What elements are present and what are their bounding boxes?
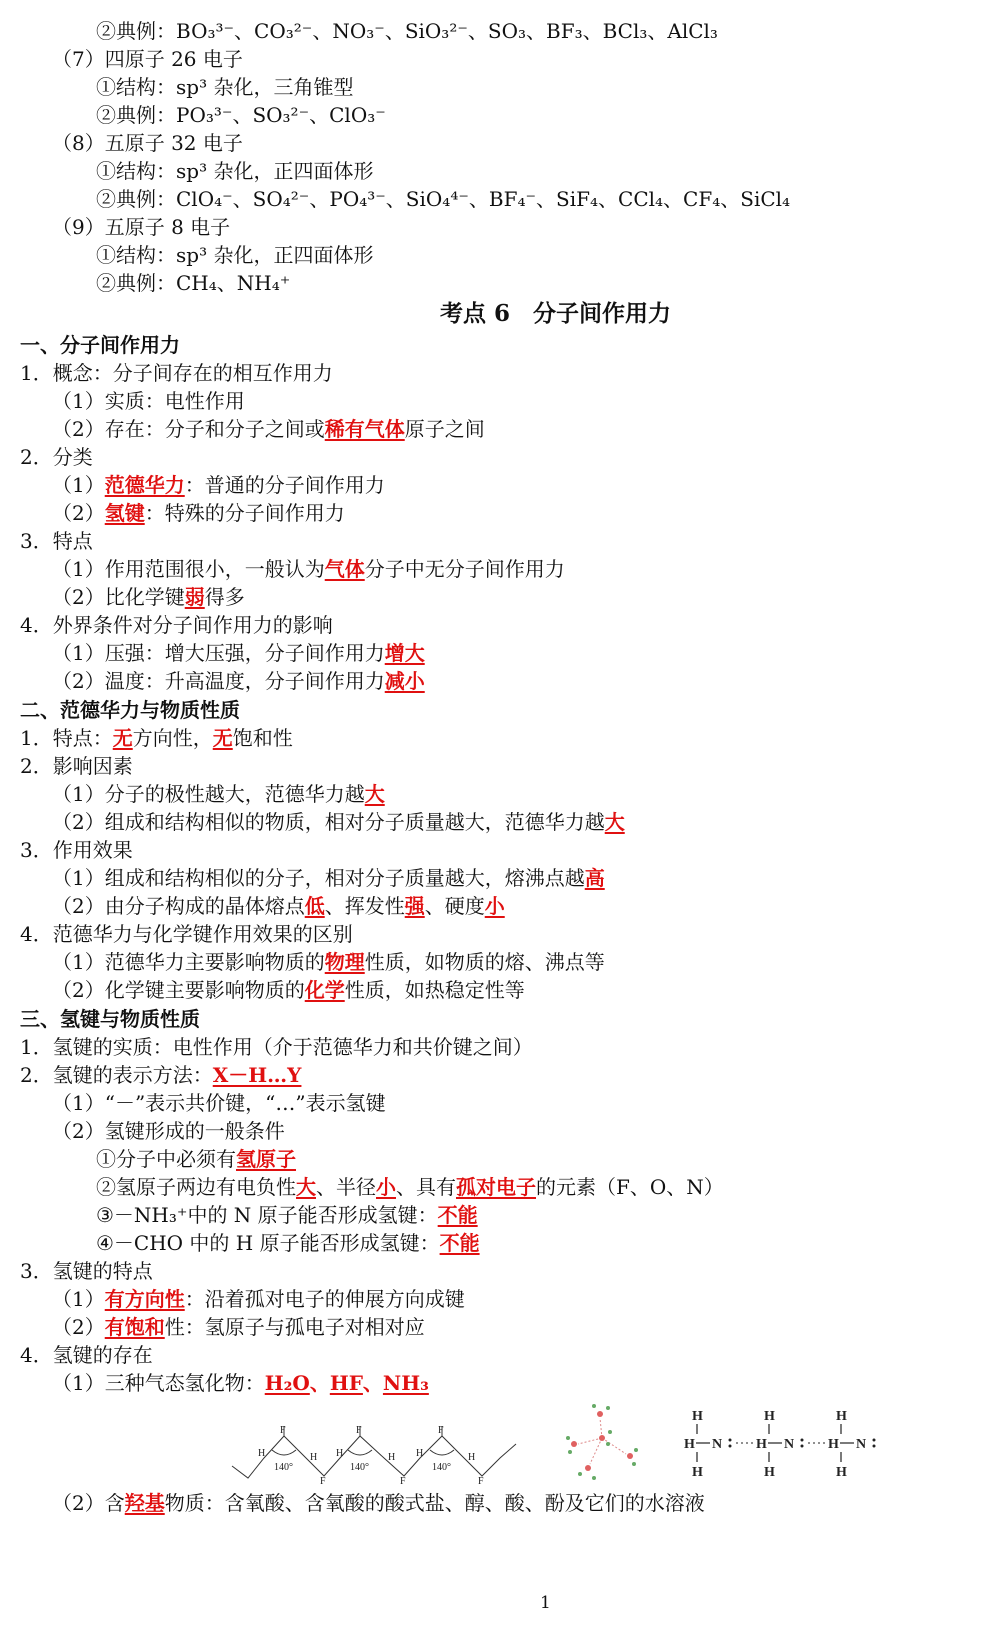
text-line: （1）三种气态氢化物：H₂O、HF、NH₃ bbox=[52, 1371, 429, 1395]
water-hydrogen-bond-figure bbox=[560, 1398, 650, 1484]
text-line: （2）有饱和性：氢原子与孤电子对相对应 bbox=[52, 1315, 425, 1339]
svg-text:H: H bbox=[468, 1452, 476, 1463]
answer: 羟基 bbox=[124, 1491, 165, 1515]
svg-text:H: H bbox=[836, 1465, 847, 1480]
svg-text:N: N bbox=[712, 1437, 723, 1452]
text-line: 2．分类 bbox=[20, 445, 93, 469]
svg-text:F: F bbox=[280, 1425, 286, 1436]
text-line: （1）范德华力主要影响物质的物理性质，如物质的熔、沸点等 bbox=[52, 950, 605, 974]
svg-text:F: F bbox=[438, 1425, 444, 1436]
heading: 二、范德华力与物质性质 bbox=[20, 698, 240, 722]
text-line: （2）含羟基物质：含氧酸、含氧酸的酸式盐、醇、酸、酚及它们的水溶液 bbox=[52, 1491, 705, 1515]
svg-text:H: H bbox=[692, 1465, 703, 1480]
answer: 减小 bbox=[384, 669, 425, 693]
answer: 小 bbox=[484, 894, 505, 918]
svg-text:N: N bbox=[784, 1437, 795, 1452]
svg-text:H: H bbox=[684, 1437, 695, 1452]
svg-text:H: H bbox=[836, 1409, 847, 1424]
answer: HF bbox=[329, 1371, 363, 1395]
text-line: （2）组成和结构相似的物质，相对分子质量越大，范德华力越大 bbox=[52, 810, 625, 834]
text-line: ②典例：CH₄、NH₄⁺ bbox=[96, 271, 291, 295]
text-line: 4．氢键的存在 bbox=[20, 1343, 153, 1367]
svg-text:H: H bbox=[310, 1452, 318, 1463]
text-line: ①结构：sp³ 杂化，正四面体形 bbox=[96, 159, 374, 183]
text-line: （1）有方向性：沿着孤对电子的伸展方向成键 bbox=[52, 1287, 465, 1311]
page-number: 1 bbox=[540, 1593, 551, 1613]
text-line: 2．氢键的表示方法：X－H…Y bbox=[20, 1063, 302, 1087]
text-line: ②氢原子两边有电负性大、半径小、具有孤对电子的元素（F、O、N） bbox=[96, 1175, 724, 1199]
section-title: 考点 6 分子间作用力 bbox=[440, 300, 672, 327]
answer: 低 bbox=[304, 894, 325, 918]
answer: 高 bbox=[584, 866, 605, 890]
answer: NH₃ bbox=[382, 1371, 429, 1395]
answer: 增大 bbox=[384, 641, 425, 665]
answer: 孤对电子 bbox=[456, 1175, 536, 1199]
text-line: ①结构：sp³ 杂化，三角锥型 bbox=[96, 75, 354, 99]
svg-text:H: H bbox=[692, 1409, 703, 1424]
text-line: ②典例：PO₃³⁻、SO₃²⁻、ClO₃⁻ bbox=[96, 103, 386, 127]
answer: X－H…Y bbox=[212, 1063, 302, 1087]
text-line: （1）“－”表示共价键，“…”表示氢键 bbox=[52, 1091, 386, 1115]
answer: 大 bbox=[604, 810, 625, 834]
text-line: 2．影响因素 bbox=[20, 754, 133, 778]
svg-text:F: F bbox=[320, 1476, 326, 1487]
text-line: （2）由分子构成的晶体熔点低、挥发性强、硬度小 bbox=[52, 894, 505, 918]
svg-text:H: H bbox=[764, 1465, 775, 1480]
svg-text:H: H bbox=[416, 1448, 424, 1459]
text-line: 3．特点 bbox=[20, 529, 93, 553]
svg-text:H: H bbox=[764, 1409, 775, 1424]
svg-text:H: H bbox=[258, 1448, 266, 1459]
answer: 弱 bbox=[184, 585, 205, 609]
text-line: （2）氢键形成的一般条件 bbox=[52, 1119, 285, 1143]
answer: 化学 bbox=[304, 978, 345, 1002]
answer: 范德华力 bbox=[104, 473, 185, 497]
svg-text:140°: 140° bbox=[350, 1462, 369, 1473]
text-line: （1）作用范围很小，一般认为气体分子中无分子间作用力 bbox=[52, 557, 565, 581]
heading: 三、氢键与物质性质 bbox=[20, 1007, 200, 1031]
answer: 无 bbox=[112, 726, 133, 750]
answer: 大 bbox=[296, 1175, 316, 1199]
svg-text:N: N bbox=[856, 1437, 867, 1452]
svg-text:H: H bbox=[828, 1437, 839, 1452]
answer: 物理 bbox=[324, 950, 365, 974]
text-line: （2）比化学键弱得多 bbox=[52, 585, 245, 609]
answer: 稀有气体 bbox=[324, 417, 405, 441]
answer: 气体 bbox=[324, 557, 365, 581]
svg-text:H: H bbox=[388, 1452, 396, 1463]
answer: 不能 bbox=[437, 1203, 478, 1227]
text-line: ③－NH₃⁺中的 N 原子能否形成氢键：不能 bbox=[96, 1203, 478, 1227]
svg-text:F: F bbox=[356, 1425, 362, 1436]
text-line: 1．氢键的实质：电性作用（介于范德华力和共价键之间） bbox=[20, 1035, 533, 1059]
svg-text:H: H bbox=[756, 1437, 767, 1452]
text-line: 4．外界条件对分子间作用力的影响 bbox=[20, 613, 333, 637]
svg-text:140°: 140° bbox=[274, 1462, 293, 1473]
answer: 有方向性 bbox=[104, 1287, 185, 1311]
text-line: （1）分子的极性越大，范德华力越大 bbox=[52, 782, 385, 806]
text-line: 3．氢键的特点 bbox=[20, 1259, 153, 1283]
text-line: ①结构：sp³ 杂化，正四面体形 bbox=[96, 243, 374, 267]
answer: 不能 bbox=[439, 1231, 480, 1255]
text-line: 1．特点：无方向性，无饱和性 bbox=[20, 726, 293, 750]
answer: 氢原子 bbox=[236, 1147, 296, 1171]
heading: 一、分子间作用力 bbox=[20, 333, 180, 357]
text-line: （1）压强：增大压强，分子间作用力增大 bbox=[52, 641, 425, 665]
svg-text:F: F bbox=[400, 1476, 406, 1487]
text-line: 4．范德华力与化学键作用效果的区别 bbox=[20, 922, 353, 946]
text-line: （1）实质：电性作用 bbox=[52, 389, 245, 413]
text-line: ④－CHO 中的 H 原子能否形成氢键：不能 bbox=[96, 1231, 480, 1255]
text-line: ②典例：BO₃³⁻、CO₃²⁻、NO₃⁻、SiO₃²⁻、SO₃、BF₃、BCl₃、AlCl₃ bbox=[96, 19, 718, 43]
text-line: （9）五原子 8 电子 bbox=[52, 215, 231, 239]
text-line: ②典例：ClO₄⁻、SO₄²⁻、PO₄³⁻、SiO₄⁴⁻、BF₄⁻、SiF₄、CCl₄、CF₄、SiCl₄ bbox=[96, 187, 791, 211]
text-line: （7）四原子 26 电子 bbox=[52, 47, 243, 71]
text-line: （2）存在：分子和分子之间或稀有气体原子之间 bbox=[52, 417, 485, 441]
answer: 有饱和 bbox=[104, 1315, 165, 1339]
svg-text:140°: 140° bbox=[432, 1462, 451, 1473]
text-line: （8）五原子 32 电子 bbox=[52, 131, 243, 155]
answer: 强 bbox=[404, 894, 425, 918]
answer: 氢键 bbox=[104, 501, 145, 525]
text-line: 1．概念：分子间存在的相互作用力 bbox=[20, 361, 333, 385]
answer: H₂O bbox=[264, 1371, 310, 1395]
text-line: （2）氢键：特殊的分子间作用力 bbox=[52, 501, 345, 525]
text-line: （1）范德华力：普通的分子间作用力 bbox=[52, 473, 385, 497]
hf-hydrogen-bond-chain-figure bbox=[228, 1418, 538, 1488]
text-line: ①分子中必须有氢原子 bbox=[96, 1147, 296, 1171]
answer: 大 bbox=[364, 782, 385, 806]
svg-text:F: F bbox=[478, 1476, 484, 1487]
text-line: （2）化学键主要影响物质的化学性质，如热稳定性等 bbox=[52, 978, 525, 1002]
answer: 无 bbox=[212, 726, 233, 750]
svg-text:H: H bbox=[336, 1448, 344, 1459]
ammonia-hydrogen-bond-figure bbox=[684, 1404, 894, 1484]
text-line: （2）温度：升高温度，分子间作用力减小 bbox=[52, 669, 425, 693]
answer: 小 bbox=[376, 1175, 396, 1199]
text-line: 3．作用效果 bbox=[20, 838, 133, 862]
text-line: （1）组成和结构相似的分子，相对分子质量越大，熔沸点越高 bbox=[52, 866, 605, 890]
